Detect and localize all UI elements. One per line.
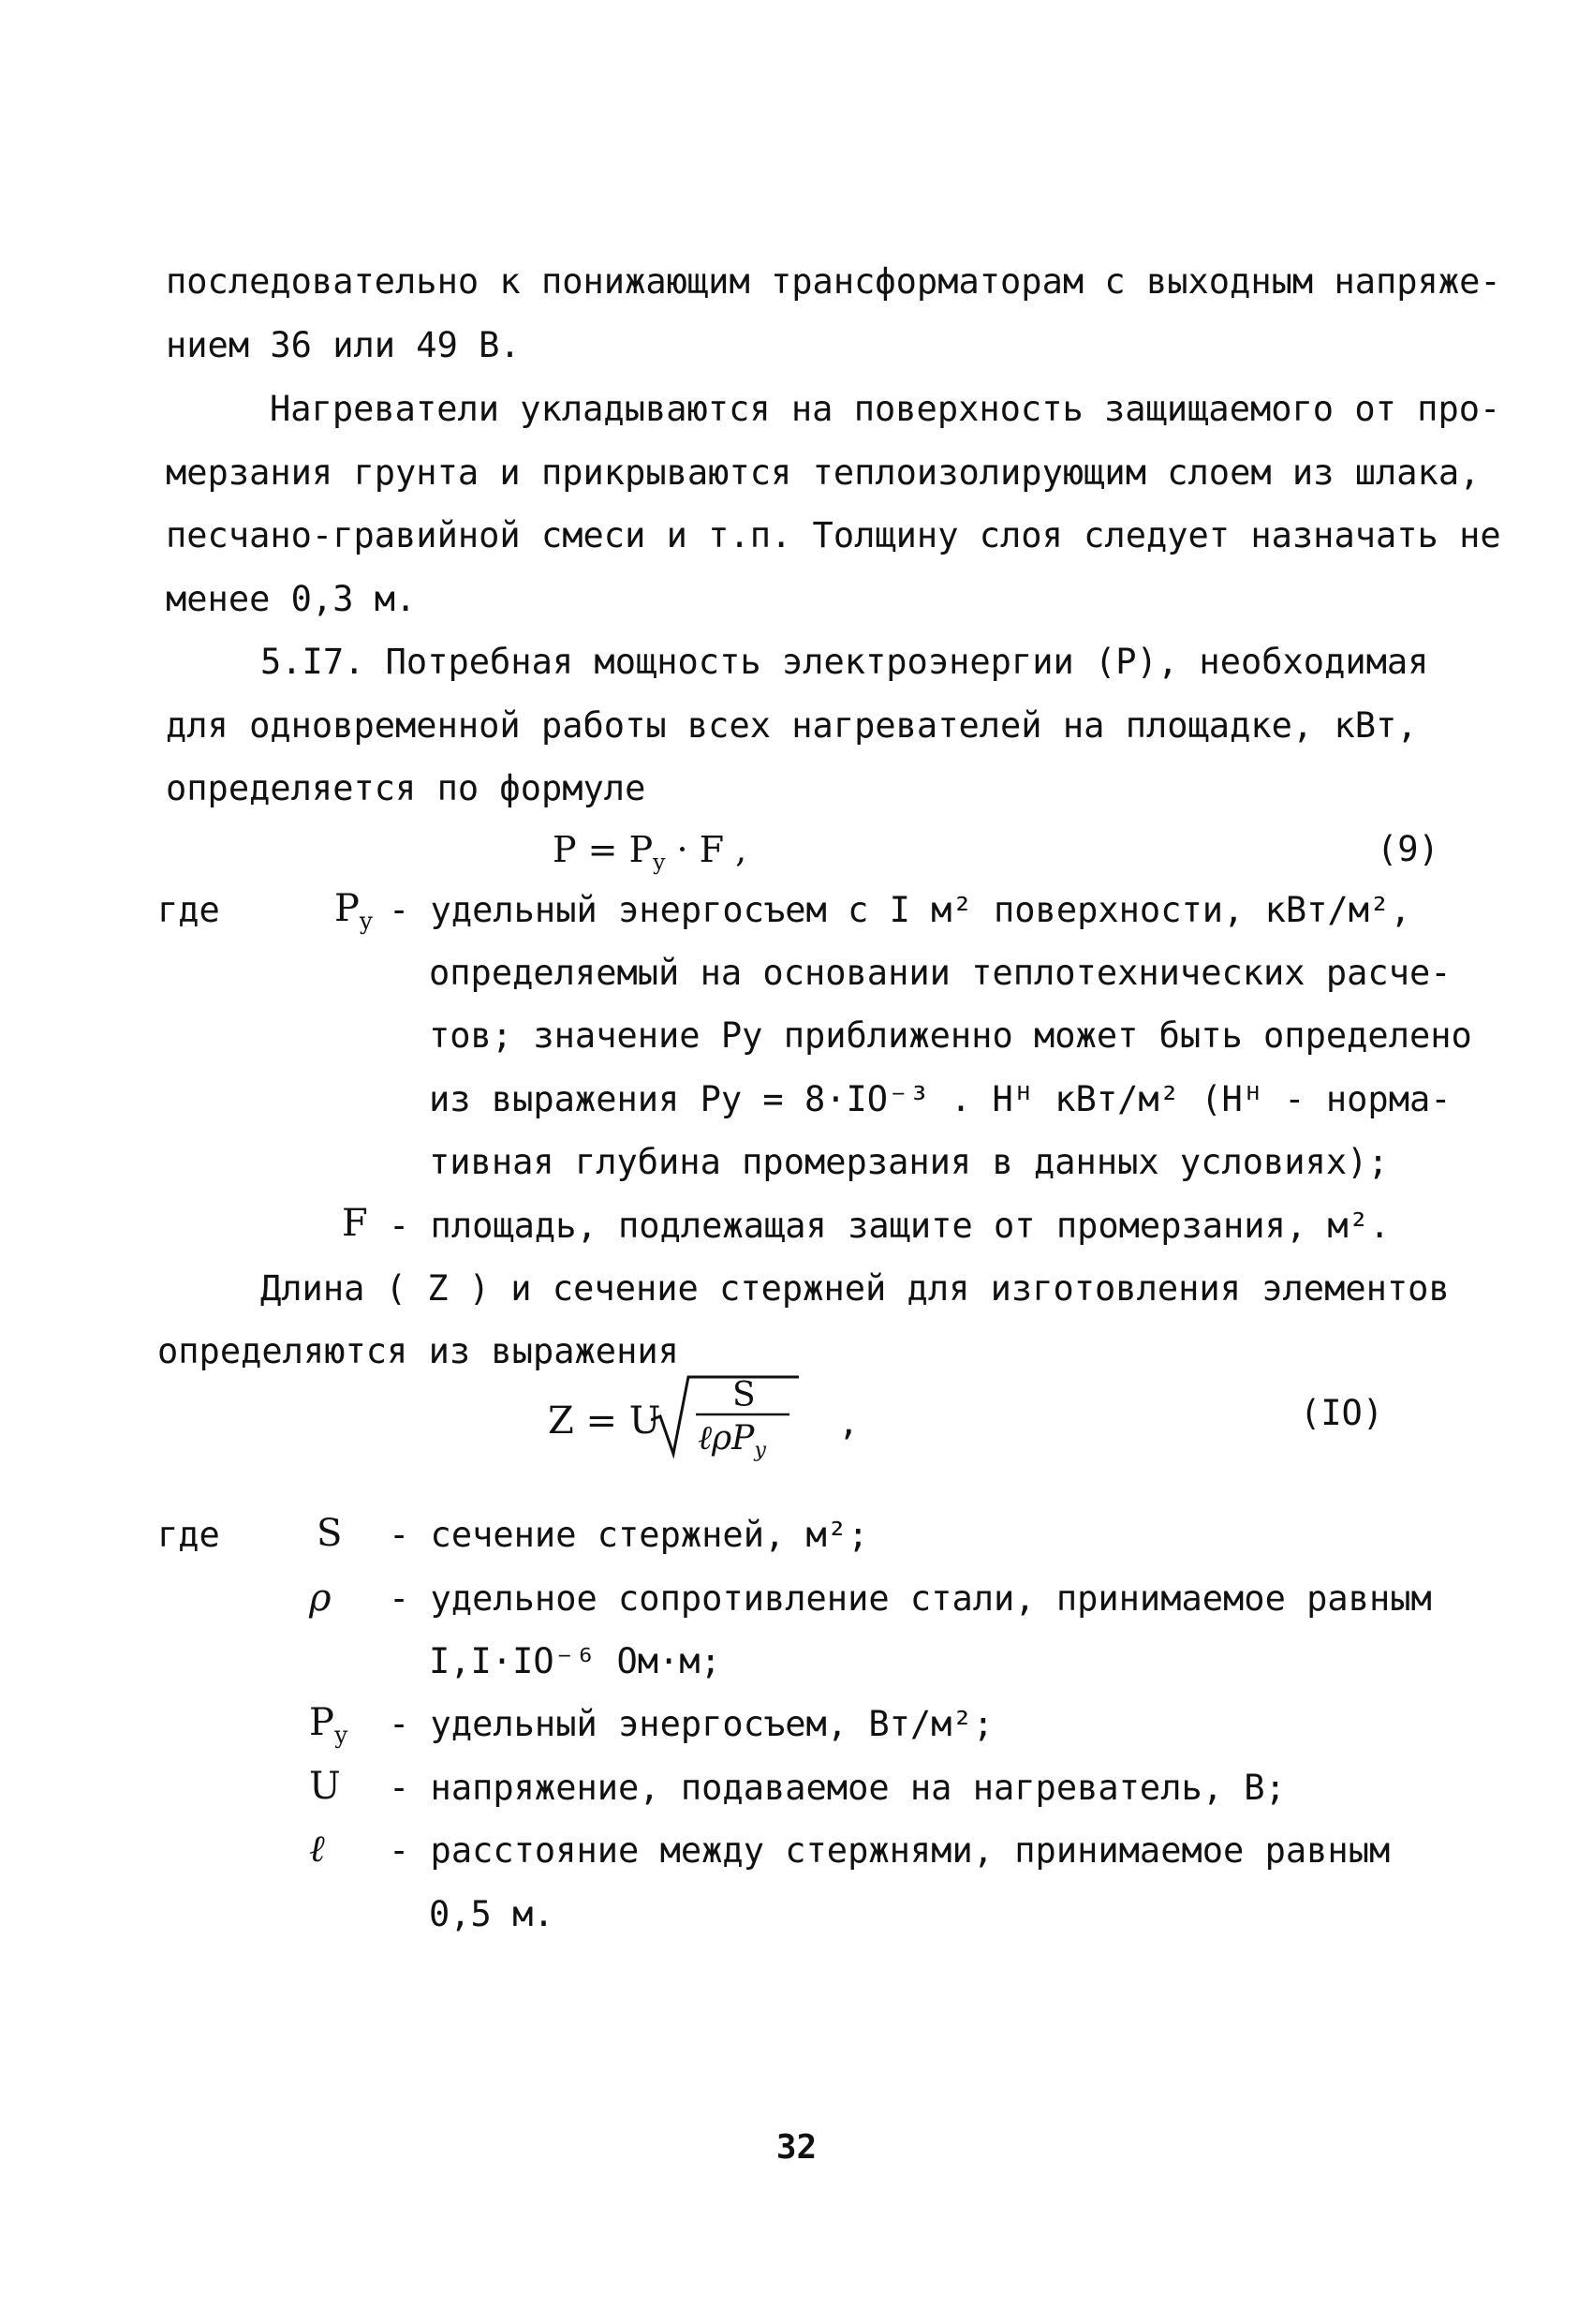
where-label: где bbox=[157, 1515, 220, 1555]
page-number: 32 bbox=[775, 2128, 818, 2167]
definition-text: - сечение стержней, м²; bbox=[389, 1515, 869, 1555]
text-line: песчано-гравийной смеси и т.п. Толщину слоя следует назначать не bbox=[166, 515, 1501, 555]
formula-10-denominator: ℓρP$_у$ bbox=[698, 1419, 767, 1462]
formula-9-number: (9) bbox=[1377, 829, 1439, 869]
formula-9-rhs: · F , bbox=[676, 829, 747, 870]
text-line: последовательно к понижающим трансформаторам с выходным напряже- bbox=[166, 261, 1501, 302]
definition-text: - напряжение, подаваемое на нагреватель, В; bbox=[389, 1768, 1286, 1808]
formula-10-comma: , bbox=[838, 1402, 860, 1443]
formula-10-number: (IO) bbox=[1300, 1393, 1384, 1433]
definition-text: тивная глубина промерзания в данных условиях); bbox=[429, 1142, 1389, 1182]
formula-9 bbox=[553, 829, 747, 876]
text-line: Нагреватели укладываются на поверхность защищаемого от про- bbox=[270, 389, 1501, 429]
formula-9-lhs: P = P bbox=[553, 829, 654, 870]
definition-text: - удельный энергосъем, Вт/м²; bbox=[389, 1704, 995, 1744]
formula-10-lhs: Z = U bbox=[548, 1399, 661, 1443]
definition-text: тов; значение Pу приближенно может быть определено bbox=[429, 1015, 1472, 1056]
def-symbol: S bbox=[317, 1512, 343, 1555]
where-label: где bbox=[157, 890, 220, 930]
text-line: 5.I7. Потребная мощность электроэнергии (Р), необходимая bbox=[260, 642, 1429, 682]
text-line: определяются из выражения bbox=[157, 1331, 679, 1371]
text-line: определяется по формуле bbox=[166, 768, 646, 808]
text-line: Длина ( Z ) и сечение стержней для изготовления элементов bbox=[260, 1268, 1450, 1309]
formula-9-sub: y bbox=[653, 849, 666, 876]
text-line: менее 0,3 м. bbox=[166, 579, 417, 619]
def-symbol: U bbox=[309, 1765, 341, 1808]
formula-10-numerator: S bbox=[732, 1376, 756, 1414]
def-symbol: ρ bbox=[309, 1576, 332, 1620]
text-line: нием 36 или 49 В. bbox=[166, 325, 521, 365]
definition-text: - расстояние между стержнями, принимаемое равным bbox=[389, 1830, 1391, 1871]
definition-text: - удельный энергосъем с I м² поверхности, кВт/м², bbox=[389, 890, 1411, 930]
def-symbol: $P_y$ bbox=[334, 887, 373, 935]
text-line: для одновременной работы всех нагревателей на площадке, кВт, bbox=[166, 705, 1418, 746]
definition-text: - площадь, подлежащая защите от промерзания, м². bbox=[389, 1206, 1391, 1246]
def-symbol: $P_у$ bbox=[309, 1701, 348, 1749]
text-line: мерзания грунта и прикрываются теплоизолирующим слоем из шлака, bbox=[166, 452, 1481, 493]
def-symbol: ℓ bbox=[309, 1828, 325, 1871]
definition-text: I,I·IO⁻⁶ Ом·м; bbox=[429, 1641, 721, 1681]
definition-text: из выражения Pу = 8·IO⁻³ . Hᴴ кВт/м² (Hᴴ - норма- bbox=[429, 1079, 1452, 1119]
def-symbol: F bbox=[342, 1202, 368, 1245]
definition-text: - удельное сопротивление стали, принимаемое равным bbox=[389, 1578, 1432, 1619]
definition-text: определяемый на основании теплотехнических расче- bbox=[429, 953, 1452, 993]
definition-text: 0,5 м. bbox=[429, 1894, 554, 1934]
